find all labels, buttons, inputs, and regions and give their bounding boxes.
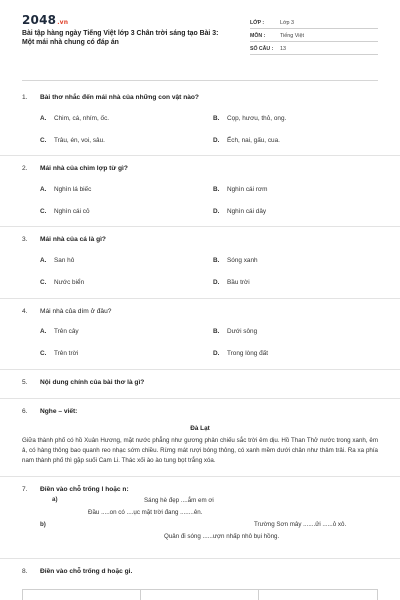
- brand-block: [22, 14, 227, 48]
- option-letter: B.: [213, 257, 220, 265]
- option-text: Nghìn cái rơm: [227, 186, 268, 194]
- question-number: 5.: [22, 378, 28, 386]
- question-text: Mái nhà của chim lợp từ gì?: [40, 165, 128, 173]
- option-text: Trâu, én, voi, sâu.: [54, 136, 105, 144]
- option-text: Dưới sông: [227, 328, 258, 336]
- option-b[interactable]: [213, 115, 378, 124]
- option-letter: A.: [40, 114, 47, 122]
- question-4: [22, 308, 378, 359]
- option-text: Nghìn cái dây: [227, 207, 267, 215]
- question-divider: [0, 155, 400, 156]
- answer-table[interactable]: [22, 589, 378, 600]
- question-2: [22, 165, 378, 216]
- question-text: Nội dung chính của bài thơ là gì?: [40, 378, 145, 386]
- meta-label: LỚP :: [250, 19, 265, 26]
- option-text: Chim, cá, nhím, ốc.: [54, 114, 110, 122]
- question-6: [22, 408, 378, 417]
- part-a-label: a): [52, 496, 58, 504]
- option-a[interactable]: [40, 257, 213, 266]
- question-number: 8.: [22, 568, 28, 576]
- meta-value: 13: [280, 45, 286, 52]
- question-1: [22, 94, 378, 145]
- option-b[interactable]: [213, 257, 378, 266]
- option-letter: D.: [213, 136, 220, 144]
- option-letter: A.: [40, 257, 47, 265]
- option-letter: D.: [213, 278, 220, 286]
- option-letter: C.: [40, 136, 47, 144]
- meta-row-subject: [250, 29, 378, 42]
- option-letter: C.: [40, 278, 47, 286]
- worksheet-header: [22, 14, 378, 64]
- option-letter: B.: [213, 186, 220, 194]
- meta-label: MÔN :: [250, 32, 266, 39]
- question-number: 6.: [22, 407, 28, 415]
- part-b-label: b): [40, 521, 46, 529]
- option-text: Sóng xanh: [227, 257, 258, 265]
- part-a-line-2[interactable]: Đầu .....on có ....ục mặt trời đang ........ên.: [88, 509, 203, 517]
- meta-table: [250, 16, 378, 55]
- document-title: Bài tập hàng ngày Tiếng Việt lớp 3 Chân trời sáng tạo Bài 3: Một mái nhà chung có đáp án: [22, 30, 219, 46]
- question-number: 1.: [22, 94, 28, 101]
- question-text: Nghe – viết:: [40, 407, 78, 415]
- passage-title: Đà Lạt: [190, 425, 210, 433]
- option-a[interactable]: [40, 186, 213, 195]
- answer-options: [40, 115, 378, 145]
- site-logo[interactable]: [22, 14, 227, 26]
- option-c[interactable]: [40, 279, 213, 288]
- option-text: Trên trời: [54, 350, 79, 358]
- question-number: 7.: [22, 485, 28, 493]
- option-letter: D.: [213, 207, 220, 215]
- part-b-line-1[interactable]: Trường Sơn mây .......ửi ......ỏ xô.: [254, 521, 347, 529]
- option-b[interactable]: [213, 186, 378, 195]
- header-divider: [22, 80, 378, 81]
- table-cell[interactable]: [141, 590, 259, 600]
- option-a[interactable]: [40, 115, 213, 124]
- option-b[interactable]: [213, 328, 378, 337]
- meta-row-count: [250, 42, 378, 55]
- question-divider: [0, 226, 400, 227]
- question-5: [22, 379, 378, 388]
- question-number: 3.: [22, 236, 28, 244]
- question-divider: [0, 476, 400, 477]
- part-a-line-1[interactable]: Sáng hè đẹp ....ắm em ơi: [144, 497, 214, 505]
- answer-options: [40, 328, 378, 358]
- answer-options: [40, 186, 378, 216]
- answer-options: [40, 257, 378, 287]
- question-text: Mái nhà của dím ở đâu?: [40, 307, 112, 315]
- dictation-passage: Giữa thành phố có hồ Xuân Hương, mặt nước phẳng như gương phản chiếu sắc trời êm dịu. Hồ Than Thở nước trong xanh, êm ả, có hàng thông bao quanh reo nhạc sớm chiều. Rừng mát rượi bóng thông, có xanh mềm dưới chân như thảm trải. Ra xa phía nam thành phố thì gặp suối Cam Li. Thác xối ào ào tung bọt trắng xóa.: [22, 437, 378, 464]
- option-text: San hô: [54, 257, 75, 265]
- option-letter: C.: [40, 350, 47, 358]
- option-letter: B.: [213, 328, 220, 336]
- option-letter: A.: [40, 186, 47, 194]
- option-text: Nước biển: [54, 278, 85, 286]
- question-divider: [0, 369, 400, 370]
- meta-value: Lớp 3: [280, 19, 295, 26]
- fill-in-block: [22, 496, 378, 566]
- part-b-line-2[interactable]: Quân đi sóng ......ượn nhấp nhô bụi hồng.: [164, 533, 280, 541]
- option-letter: D.: [213, 350, 220, 358]
- option-text: Nghìn cái cỏ: [54, 207, 90, 215]
- option-d[interactable]: [213, 279, 378, 288]
- option-letter: C.: [40, 207, 47, 215]
- meta-value: Tiếng Việt: [280, 32, 304, 39]
- option-text: Trên cây: [54, 328, 79, 336]
- option-text: Cọp, hươu, thỏ, ong.: [227, 114, 287, 122]
- question-text: Mái nhà của cá là gì?: [40, 236, 106, 244]
- question-number: 4.: [22, 307, 28, 315]
- table-cell[interactable]: [259, 590, 377, 600]
- option-letter: A.: [40, 328, 47, 336]
- question-text: Bài thơ nhắc đến mái nhà của những con vật nào?: [40, 94, 199, 101]
- question-divider: [0, 298, 400, 299]
- option-d[interactable]: [213, 350, 378, 359]
- question-number: 2.: [22, 165, 28, 173]
- question-divider: [0, 398, 400, 399]
- option-d[interactable]: [213, 137, 378, 146]
- option-letter: B.: [213, 114, 220, 122]
- option-a[interactable]: [40, 328, 213, 337]
- logo-suffix: .vn: [57, 19, 69, 26]
- question-text: Điền vào chỗ trống l hoặc n:: [40, 485, 129, 493]
- meta-label: SỐ CÂU :: [250, 45, 274, 52]
- question-7: [22, 486, 378, 495]
- meta-row-class: [250, 16, 378, 29]
- question-8: [22, 568, 378, 577]
- question-text: Điền vào chỗ trống d hoặc gi.: [40, 568, 133, 576]
- option-c[interactable]: [40, 350, 213, 359]
- option-text: Trong lòng đất: [227, 350, 268, 358]
- question-3: [22, 236, 378, 287]
- option-c[interactable]: [40, 208, 213, 217]
- option-text: Bầu trời: [227, 278, 250, 286]
- option-c[interactable]: [40, 137, 213, 146]
- option-text: Nghìn lá biếc: [54, 186, 92, 194]
- option-d[interactable]: [213, 208, 378, 217]
- option-text: Ếch, nai, gấu, cua.: [227, 136, 280, 144]
- logo-main: 2048: [22, 13, 57, 27]
- table-cell[interactable]: [23, 590, 141, 600]
